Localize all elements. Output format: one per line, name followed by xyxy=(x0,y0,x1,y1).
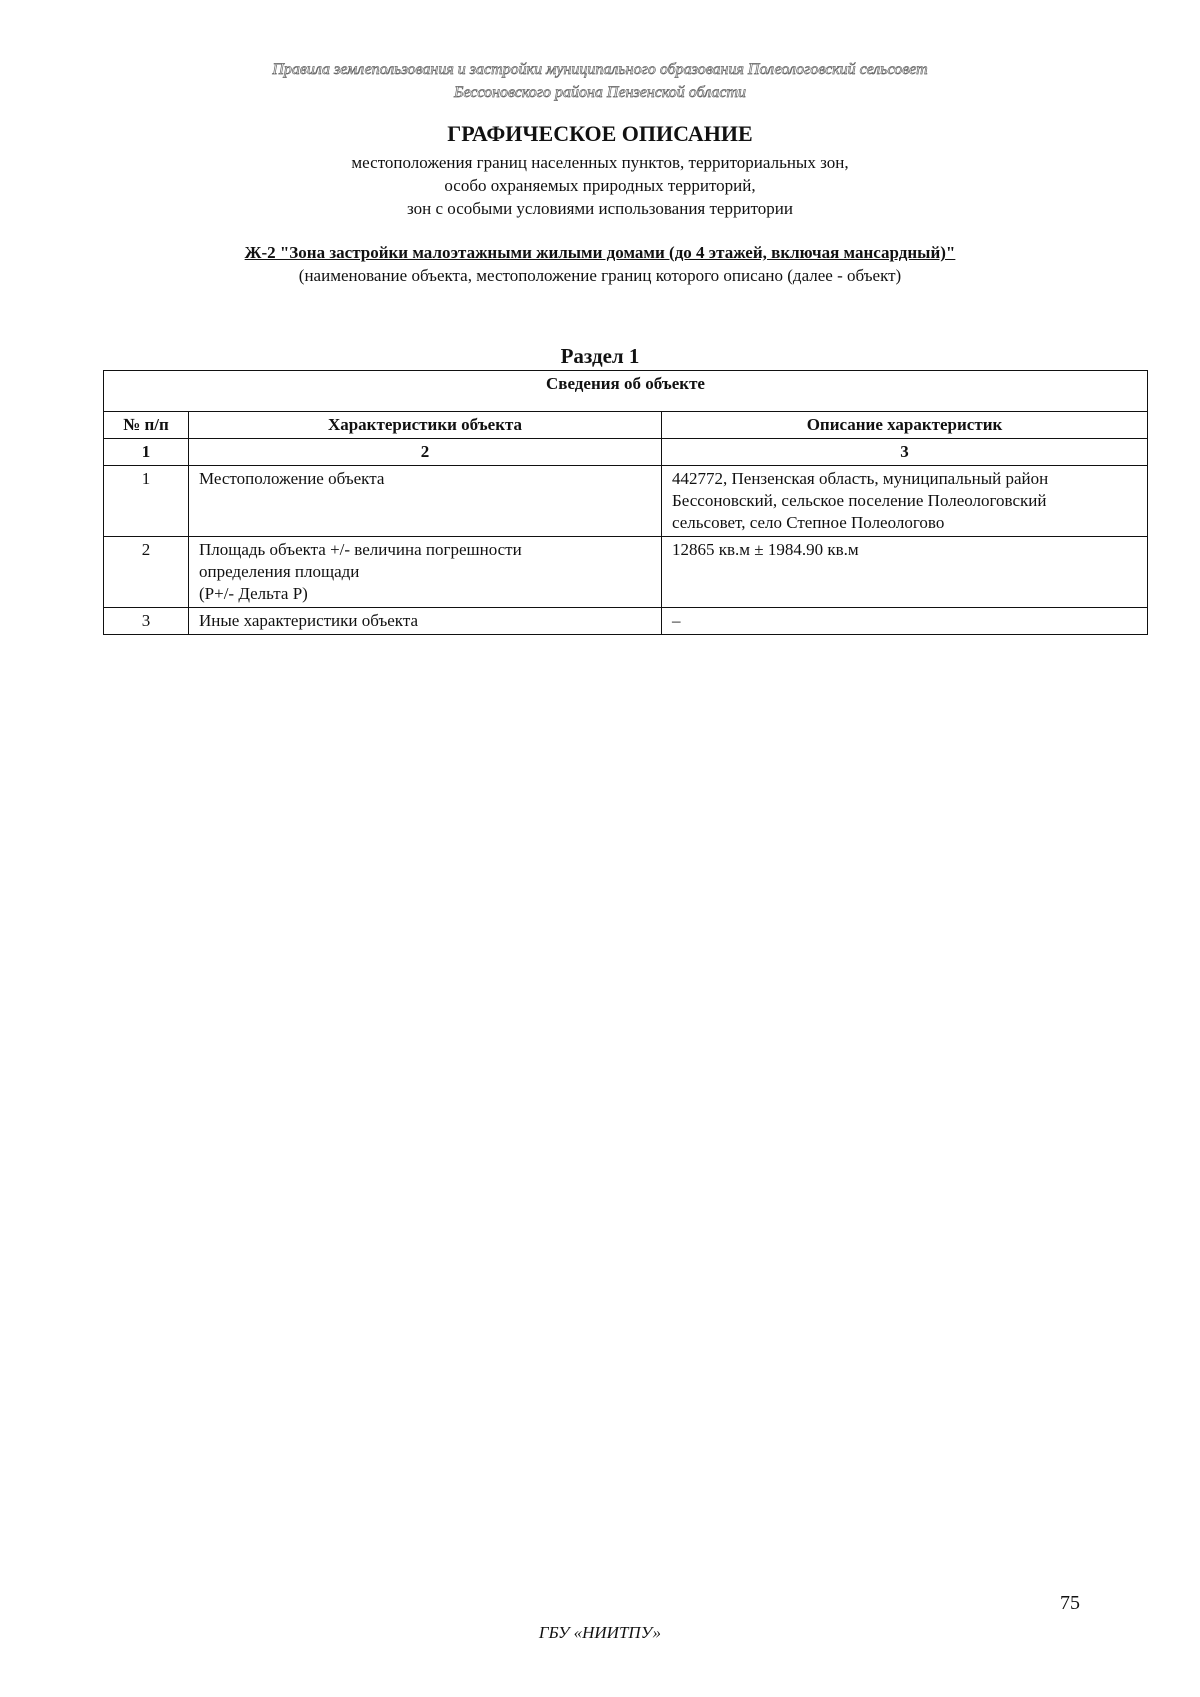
cell-line: 12865 кв.м ± 1984.90 кв.м xyxy=(672,540,859,559)
row-number: 2 xyxy=(104,537,189,608)
cell-line: сельсовет, село Степное Полеологово xyxy=(672,513,945,532)
cell-line: – xyxy=(672,611,681,630)
document-title: ГРАФИЧЕСКОЕ ОПИСАНИЕ xyxy=(447,121,753,146)
section-title: Раздел 1 xyxy=(560,344,640,368)
cell-line: Бессоновский, сельское поселение Полеологовский xyxy=(672,491,1047,510)
subtitle-line-3: зон с особыми условиями использования территории xyxy=(407,199,793,218)
row-description xyxy=(662,466,1148,537)
index-cell: 3 xyxy=(662,439,1148,466)
table-caption-row xyxy=(104,371,1148,412)
running-header-line-1: Правила землепользования и застройки муниципального образования Полеологовский сельсовет xyxy=(272,61,928,78)
row-number: 1 xyxy=(104,466,189,537)
cell-line: определения площади xyxy=(199,562,360,581)
subtitle-line-2: особо охраняемых природных территорий, xyxy=(444,176,756,195)
table-header-row xyxy=(104,412,1148,439)
row-description xyxy=(662,537,1148,608)
subtitle-line-1: местоположения границ населенных пунктов, территориальных зон, xyxy=(351,153,849,172)
index-cell: 2 xyxy=(189,439,662,466)
header-number: № п/п xyxy=(104,412,189,439)
header-description: Описание характеристик xyxy=(662,412,1148,439)
running-header xyxy=(0,58,1200,104)
object-name: Ж-2 "Зона застройки малоэтажными жилыми домами (до 4 этажей, включая мансардный)" xyxy=(244,243,956,262)
cell-line: Площадь объекта +/- величина погрешности xyxy=(199,540,522,559)
cell-line: (P+/- Дельта P) xyxy=(199,584,308,603)
table-row xyxy=(104,537,1148,608)
table-row xyxy=(104,608,1148,635)
cell-line: 442772, Пензенская область, муниципальный район xyxy=(672,469,1049,488)
row-description xyxy=(662,608,1148,635)
cell-line: Местоположение объекта xyxy=(199,469,385,488)
table-caption: Сведения об объекте xyxy=(104,371,1148,412)
row-characteristic xyxy=(189,608,662,635)
cell-line: Иные характеристики объекта xyxy=(199,611,419,630)
running-header-line-2: Бессоновского района Пензенской области xyxy=(453,84,747,101)
page-number: 75 xyxy=(1060,1592,1080,1614)
footer-organization: ГБУ «НИИТПУ» xyxy=(538,1623,662,1642)
row-characteristic xyxy=(189,537,662,608)
index-cell: 1 xyxy=(104,439,189,466)
document-subtitle xyxy=(0,151,1200,220)
object-info-table xyxy=(103,370,1148,635)
row-number: 3 xyxy=(104,608,189,635)
table-index-row xyxy=(104,439,1148,466)
table-row xyxy=(104,466,1148,537)
header-characteristic: Характеристики объекта xyxy=(189,412,662,439)
object-name-caption: (наименование объекта, местоположение границ которого описано (далее - объект) xyxy=(298,266,902,285)
row-characteristic xyxy=(189,466,662,537)
